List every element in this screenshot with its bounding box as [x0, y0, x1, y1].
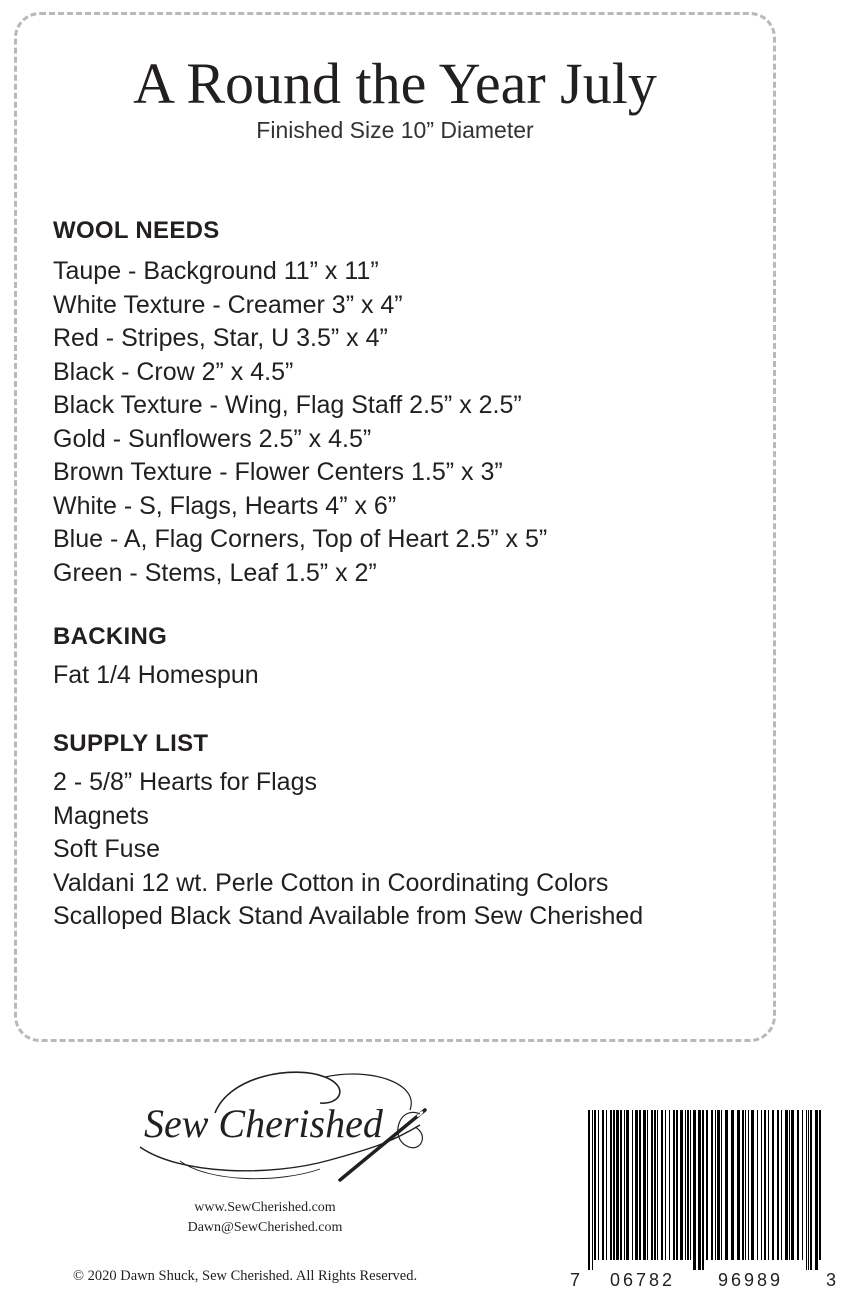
barcode-bar: [606, 1110, 607, 1260]
backing-list: [53, 659, 259, 693]
barcode-digit: 3: [826, 1270, 837, 1290]
barcode-bar: [594, 1110, 596, 1260]
barcode-bar: [635, 1110, 638, 1260]
barcode-bar: [791, 1110, 794, 1260]
barcode-bar: [785, 1110, 788, 1260]
barcode-bar: [819, 1110, 821, 1260]
logo-text: Sew Cherished: [144, 1101, 383, 1146]
page-title: A Round the Year July: [133, 51, 657, 116]
list-item: Black - Crow 2” x 4.5”: [53, 357, 294, 386]
barcode-bar: [810, 1110, 812, 1270]
barcode-bar: [781, 1110, 782, 1260]
barcode-bar: [616, 1110, 619, 1260]
barcode-bar: [661, 1110, 663, 1260]
list-item: Gold - Sunflowers 2.5” x 4.5”: [53, 424, 372, 453]
barcode-bar: [717, 1110, 720, 1260]
backing-heading: BACKING: [53, 623, 168, 650]
list-item: Soft Fuse: [53, 835, 160, 863]
list-item: 2 - 5/8” Hearts for Flags: [53, 768, 317, 796]
list-item: Taupe - Background 11” x 11”: [53, 257, 379, 285]
finished-size: Finished Size 10” Diameter: [256, 117, 534, 143]
list-item: Red - Stripes, Star, U 3.5” x 4”: [53, 324, 388, 352]
barcode-bar: [643, 1110, 646, 1260]
barcode-bar: [777, 1110, 779, 1260]
barcode-bar: [680, 1110, 683, 1260]
barcode-bar: [815, 1110, 818, 1270]
barcode-bar: [669, 1110, 670, 1260]
barcode-bar: [706, 1110, 708, 1260]
sew-cherished-logo: [120, 1065, 440, 1185]
barcode-bar: [632, 1110, 633, 1260]
barcode-bar: [748, 1110, 749, 1260]
barcode-bar: [673, 1110, 675, 1260]
barcode-bar: [702, 1110, 704, 1270]
barcode-bar: [639, 1110, 641, 1260]
barcode-bar: [602, 1110, 604, 1260]
barcode-bar: [745, 1110, 746, 1260]
barcode-bar: [690, 1110, 691, 1260]
barcode-bar: [715, 1110, 716, 1260]
barcode-bar: [693, 1110, 696, 1270]
list-item: White Texture - Creamer 3” x 4”: [53, 290, 403, 319]
barcode-bar: [797, 1110, 799, 1260]
barcode-bar: [772, 1110, 774, 1260]
barcode-bar: [647, 1110, 648, 1260]
barcode-digit: 7: [570, 1270, 581, 1290]
barcode-bar: [598, 1110, 599, 1260]
barcode-bar: [613, 1110, 615, 1260]
barcode-bar: [610, 1110, 612, 1260]
barcode-bar: [624, 1110, 625, 1260]
supply-list-heading: SUPPLY LIST: [53, 730, 209, 757]
email-link[interactable]: Dawn@SewCherished.com: [187, 1220, 343, 1235]
barcode-bar: [725, 1110, 728, 1260]
barcode-bar: [764, 1110, 766, 1260]
barcode-bar: [698, 1110, 701, 1270]
barcode-bar: [768, 1110, 769, 1260]
barcode-bar: [721, 1110, 722, 1260]
barcode-bar: [592, 1110, 593, 1270]
barcode-bar: [651, 1110, 653, 1260]
barcode-digit: 06782: [610, 1270, 676, 1290]
barcode-bar: [711, 1110, 713, 1260]
upc-barcode: [570, 1110, 838, 1295]
barcode-bar: [657, 1110, 658, 1260]
barcode-bar: [676, 1110, 678, 1260]
wool-needs-heading: WOOL NEEDS: [53, 217, 220, 244]
barcode-bar: [757, 1110, 758, 1260]
barcode-bar: [742, 1110, 744, 1260]
list-item: Blue - A, Flag Corners, Top of Heart 2.5” x 5”: [53, 525, 548, 553]
list-item: Scalloped Black Stand Available from Sew Cherished: [53, 902, 644, 930]
barcode-bar: [731, 1110, 734, 1260]
list-item: Brown Texture - Flower Centers 1.5” x 3”: [53, 458, 503, 486]
list-item: Green - Stems, Leaf 1.5” x 2”: [53, 558, 377, 587]
barcode-bar: [808, 1110, 809, 1270]
barcode-bar: [626, 1110, 629, 1260]
supply-list: [53, 766, 643, 934]
barcode-bar: [620, 1110, 622, 1260]
barcode-bar: [789, 1110, 790, 1260]
barcode-bar: [588, 1110, 590, 1270]
barcode-bar: [737, 1110, 740, 1260]
list-item: Valdani 12 wt. Perle Cotton in Coordinating Colors: [53, 868, 609, 897]
barcode-bar: [751, 1110, 754, 1260]
barcode-bar: [665, 1110, 666, 1260]
list-item: Magnets: [53, 801, 149, 830]
list-item: White - S, Flags, Hearts 4” x 6”: [53, 491, 397, 520]
barcode-bar: [685, 1110, 686, 1260]
barcode-bar: [761, 1110, 762, 1260]
copyright-notice: © 2020 Dawn Shuck, Sew Cherished. All Rights Reserved.: [73, 1268, 418, 1284]
barcode-bar: [806, 1110, 807, 1270]
barcode-bar: [654, 1110, 656, 1260]
barcode-bar: [802, 1110, 803, 1260]
barcode-digit: 96989: [718, 1270, 784, 1290]
list-item: Black Texture - Wing, Flag Staff 2.5” x 2.5”: [53, 391, 522, 419]
list-item: Fat 1/4 Homespun: [53, 661, 259, 689]
wool-needs-list: [53, 255, 547, 590]
website-link[interactable]: www.SewCherished.com: [194, 1200, 336, 1215]
barcode-bar: [687, 1110, 689, 1260]
